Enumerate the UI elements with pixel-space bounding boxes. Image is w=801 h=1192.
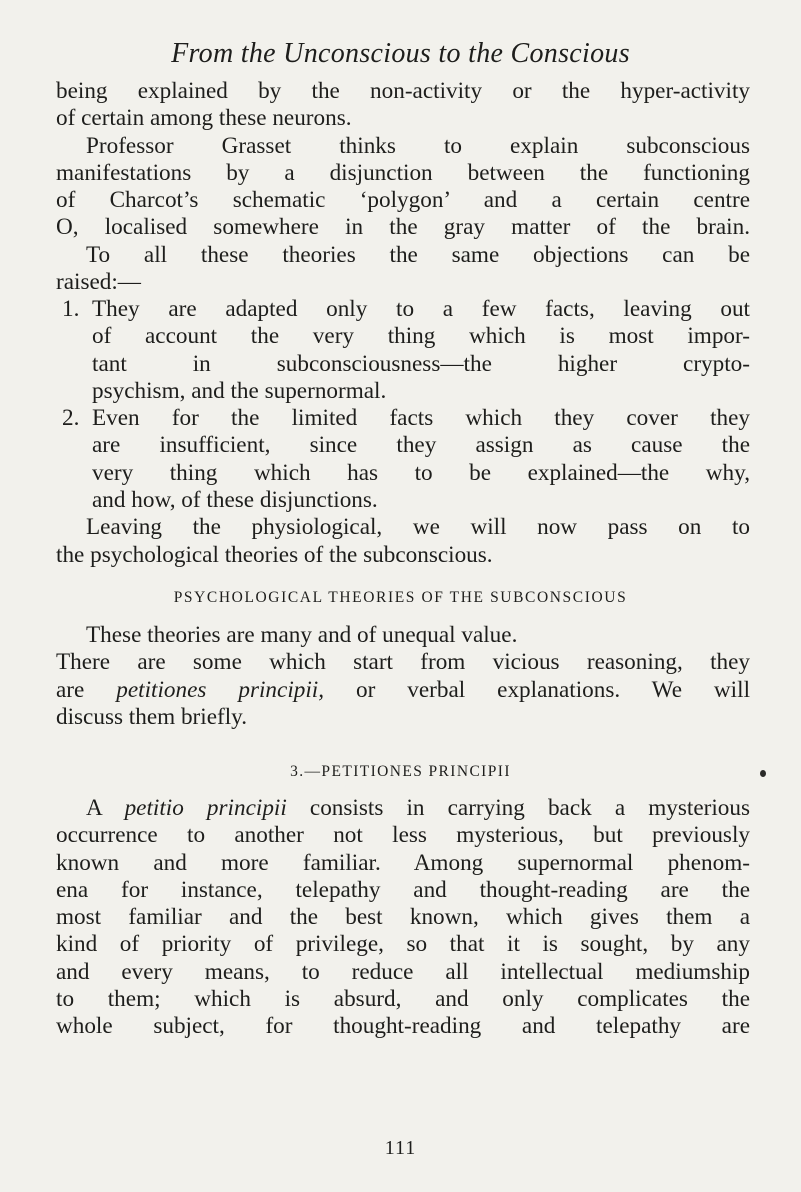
list-item-line: are insufficient, since they assign as cause the — [92, 432, 750, 459]
list-number: 2. — [62, 405, 80, 432]
text-line: of Charcot’s schematic ‘polygon’ and a certain centre — [56, 187, 750, 214]
text-line: To all these theories the same objections can be — [86, 241, 750, 268]
text-line: raised:— — [56, 269, 141, 296]
objection-list — [56, 296, 750, 569]
text-line: occurrence to another not less mysterious, but previously — [56, 822, 750, 849]
text-line — [56, 677, 750, 704]
italic-term: petitio principii — [124, 795, 287, 821]
text-line: discuss them briefly. — [56, 703, 248, 730]
text-line: Professor Grasset thinks to explain subconscious — [86, 132, 750, 159]
text-line: These theories are many and of unequal value. — [86, 622, 518, 648]
section2-paragraph — [56, 622, 750, 731]
text-fragment: They are adapted only to a few facts, leaving out — [92, 296, 750, 322]
text-fragment: are — [56, 676, 85, 703]
section1-paragraphs — [56, 78, 750, 296]
text-line: There are some which start from vicious reasoning, they — [56, 649, 750, 676]
list-number: 1. — [62, 296, 80, 322]
list-item-line: very thing which has to be explained—the why, — [92, 459, 750, 486]
text-line: being explained by the non-activity or the hyper-activity — [56, 78, 750, 104]
text-fragment: or verbal explanations. We will — [356, 676, 751, 703]
section-heading: PSYCHOLOGICAL THEORIES OF THE SUBCONSCIOUS — [173, 589, 628, 606]
list-item-line: and how, of these disjunctions. — [92, 487, 378, 514]
list-item-line — [56, 296, 750, 323]
section-heading: 3.—PETITIONES PRINCIPII — [290, 763, 511, 780]
text-fragment: A — [86, 795, 102, 821]
page-number: 111 — [384, 1137, 417, 1159]
text-line: of certain among these neurons. — [56, 105, 352, 132]
ink-speck — [760, 770, 766, 777]
text-line — [56, 795, 750, 822]
text-fragment: Even for the limited facts which they cover they — [92, 405, 750, 432]
list-item-line: psychism, and the supernormal. — [92, 377, 387, 404]
text-line: known and more familiar. Among supernormal phenom- — [56, 849, 750, 876]
list-item-line — [56, 405, 750, 432]
list-item-line: tant in subconsciousness—the higher crypto- — [92, 350, 750, 377]
text-line: O, localised somewhere in the gray matter of the brain. — [56, 214, 750, 241]
text-line: the psychological theories of the subconscious. — [56, 541, 493, 568]
text-line: manifestations by a disjunction between the functioning — [56, 159, 750, 186]
text-line: kind of priority of privilege, so that it is sought, by any — [56, 931, 750, 958]
text-line: to them; which is absurd, and only complicates the — [56, 986, 750, 1013]
text-line: and every means, to reduce all intellectual mediumship — [56, 958, 750, 985]
text-fragment: consists in carrying back a mysterious — [309, 795, 751, 821]
italic-term: petitiones principii, — [116, 676, 325, 703]
text-line: Leaving the physiological, we will now pass on to — [86, 514, 750, 541]
running-head: From the Unconscious to the Conscious — [171, 38, 630, 69]
list-item-line: of account the very thing which is most impor- — [92, 323, 750, 350]
text-line: ena for instance, telepathy and thought-reading are the — [56, 876, 750, 903]
text-line: whole subject, for thought-reading and telepathy are — [56, 1013, 750, 1040]
text-line: most familiar and the best known, which gives them a — [56, 904, 750, 931]
section3-paragraph — [56, 795, 750, 1041]
